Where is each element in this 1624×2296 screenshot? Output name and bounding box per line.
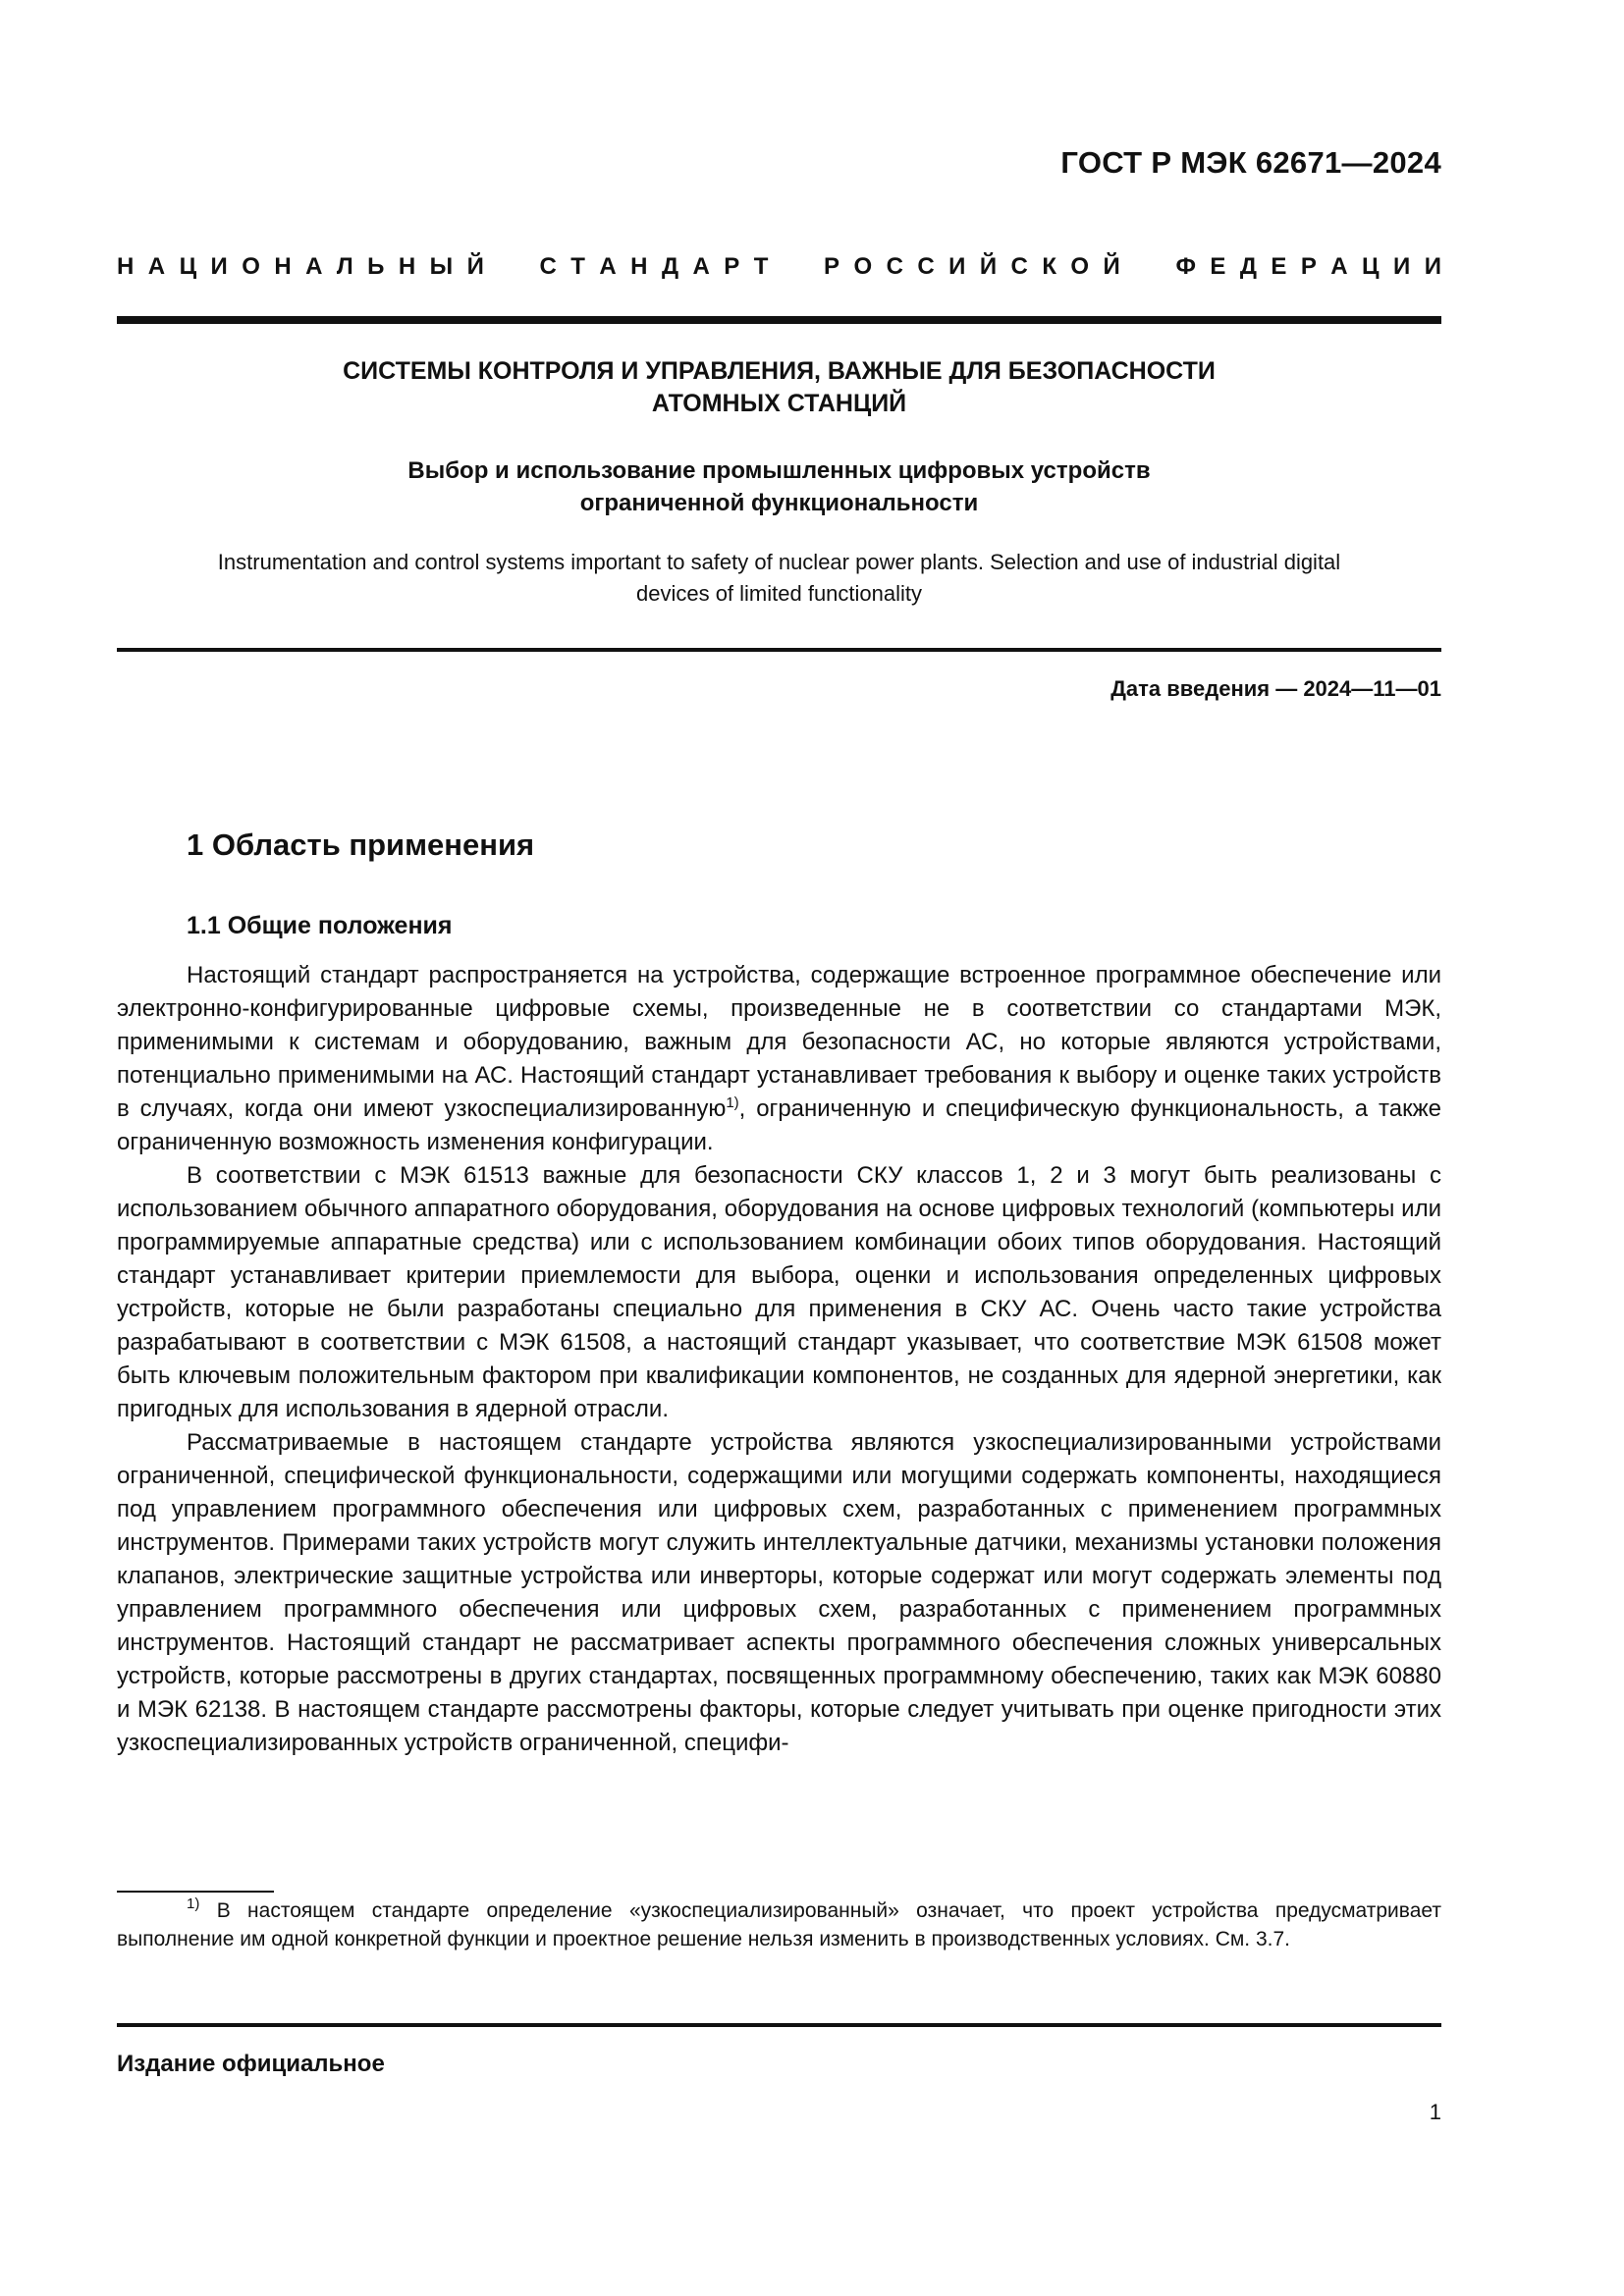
banner-gap xyxy=(498,253,505,281)
banner-gap xyxy=(783,253,789,281)
banner-letter: Р xyxy=(724,253,740,280)
banner-letter: Н xyxy=(630,253,648,280)
banner-letter: Ф xyxy=(1175,253,1196,280)
banner-letter: С xyxy=(539,253,557,280)
banner-letter: И xyxy=(210,253,228,280)
banner-letter: Е xyxy=(1271,253,1287,280)
banner-letter: Д xyxy=(1239,253,1257,280)
document-title-line-1: СИСТЕМЫ КОНТРОЛЯ И УПРАВЛЕНИЯ, ВАЖНЫЕ ДЛЯ БЕЗОПАСНОСТИ xyxy=(343,357,1216,385)
banner-letter: Р xyxy=(1300,253,1317,280)
banner-letter: Ц xyxy=(1362,253,1380,280)
paragraph-3: Рассматриваемые в настоящем стандарте устройства являются узкоспециализированными устройствами ограниченной, специфической функциональности, содержащими или могущими содержать компоненты, находящиеся под управлением программного обеспечения или цифровых схем, разработанных с применением программных инструментов. Примерами таких устройств могут служить интеллектуальные датчики, механизмы установки положения клапанов, электрические защитные устройства или инверторы, которые содержат или могут содержать элементы под управлением программного обеспечения или цифровых схем, разработанных с применением программных инструментов. Настоящий стандарт не рассматривает аспекты программного обеспечения сложных универсальных устройств, которые рассмотрены в других стандартах, посвященных программному обеспечению, таких как МЭК 60880 и МЭК 62138. В настоящем стандарте рассмотрены факторы, которые следует учитывать при оценке пригодности этих узкоспециализированных устройств ограниченной, специфи- xyxy=(117,1429,1441,1756)
banner-letter: И xyxy=(948,253,966,280)
banner-letter: Н xyxy=(274,253,292,280)
standard-number: ГОСТ Р МЭК 62671—2024 xyxy=(1060,145,1441,180)
banner-letter: А xyxy=(1330,253,1348,280)
banner-letter: Н xyxy=(117,253,135,280)
banner-letter: Ы xyxy=(429,253,454,280)
document-subtitle-line-1: Выбор и использование промышленных цифровых устройств xyxy=(407,457,1151,484)
banner-letter: И xyxy=(1393,253,1411,280)
banner-letter: А xyxy=(599,253,617,280)
banner-letter: Д xyxy=(661,253,679,280)
banner-letter: Ь xyxy=(367,253,385,280)
footnote-divider xyxy=(117,1891,274,1893)
banner-letter: Т xyxy=(753,253,769,280)
english-title xyxy=(117,547,1441,610)
footnote-mark: 1) xyxy=(187,1896,200,1912)
document-title xyxy=(117,355,1441,420)
banner-gap xyxy=(518,253,525,281)
section-heading: 1 Область применения xyxy=(187,828,535,862)
document-subtitle-line-2: ограниченной функциональности xyxy=(579,490,979,516)
banner-gap xyxy=(1134,253,1141,281)
banner-letter: Й xyxy=(1103,253,1120,280)
document-subtitle xyxy=(117,454,1441,519)
banner-letter: О xyxy=(1070,253,1090,280)
banner-letter: А xyxy=(305,253,323,280)
national-standard-banner xyxy=(117,253,1441,281)
banner-letter: О xyxy=(242,253,260,280)
banner-letter: С xyxy=(917,253,935,280)
banner-letter: Т xyxy=(570,253,585,280)
banner-letter: К xyxy=(1042,253,1056,280)
paragraph-1 xyxy=(117,959,1441,1159)
header-divider xyxy=(117,316,1441,324)
title-divider xyxy=(117,648,1441,652)
paragraph-1-text: Настоящий стандарт распространяется на устройства, содержащие встроенное программное обеспечение или электронно-конфигурированные цифровые схемы, произведенные не в соответствии со стандартами МЭК, применимыми к системам и оборудованию, важным для безопасности АС, но которые являются устройствами, потенциально применимыми на АС. Настоящий стандарт устанавливает требования к выбору и оценке таких устройств в случаях, когда они имеют узкоспециализированную xyxy=(117,962,1441,1122)
introduction-date: Дата введения — 2024—11—01 xyxy=(1110,676,1441,701)
banner-letter: О xyxy=(853,253,873,280)
banner-letter: Л xyxy=(336,253,353,280)
banner-letter: С xyxy=(886,253,903,280)
banner-letter: Й xyxy=(979,253,998,280)
banner-gap xyxy=(803,253,810,281)
banner-letter: Й xyxy=(466,253,484,280)
paragraph-1-text-continued: , ограниченную и специфическую функциональность, а также ограниченную возможность изменения конфигурации. xyxy=(117,1095,1442,1155)
footer-divider xyxy=(117,2023,1441,2027)
banner-letter: Н xyxy=(398,253,416,280)
subsection-heading: 1.1 Общие положения xyxy=(187,912,453,939)
page-number: 1 xyxy=(1429,2100,1441,2124)
banner-letter: И xyxy=(1424,253,1441,280)
banner-letter: С xyxy=(1010,253,1028,280)
banner-letter: А xyxy=(147,253,166,280)
banner-letter: Ц xyxy=(179,253,197,280)
banner-gap xyxy=(1155,253,1162,281)
english-title-line-2: devices of limited functionality xyxy=(635,581,923,606)
footnote-reference[interactable]: 1) xyxy=(726,1095,739,1111)
banner-letter: А xyxy=(692,253,710,280)
english-title-line-1: Instrumentation and control systems important to safety of nuclear power plants. Selection and use of industrial digital xyxy=(217,550,1341,574)
paragraph-2: В соответствии с МЭК 61513 важные для безопасности СКУ классов 1, 2 и 3 могут быть реализованы с использованием обычного аппаратного оборудования, оборудования на основе цифровых технологий (компьютеры или программируемые аппаратные средства) или с использованием комбинации обоих типов оборудования. Настоящий стандарт устанавливает критерии приемлемости для выбора, оценки и использования определенных цифровых устройств, которые не были разработаны специально для применения в СКУ АС. Очень часто такие устройства разрабатывают в соответствии с МЭК 61508, а настоящий стандарт указывает, что соответствие МЭК 61508 может быть ключевым положительным фактором при квалификации компонентов, не созданных для ядерной энергетики, как пригодных для использования в ядерной отрасли. xyxy=(117,1162,1441,1422)
body-text xyxy=(117,959,1441,1760)
footnote xyxy=(117,1896,1441,1953)
banner-letter: Р xyxy=(824,253,840,280)
banner-letter: Е xyxy=(1210,253,1226,280)
edition-label: Издание официальное xyxy=(117,2051,385,2077)
document-title-line-2: АТОМНЫХ СТАНЦИЙ xyxy=(651,390,907,417)
footnote-text: В настоящем стандарте определение «узкоспециализированный» означает, что проект устройства предусматривает выполнение им одной конкретной функции и проектное решение нельзя изменить в производственных условиях. См. 3.7. xyxy=(117,1899,1441,1950)
